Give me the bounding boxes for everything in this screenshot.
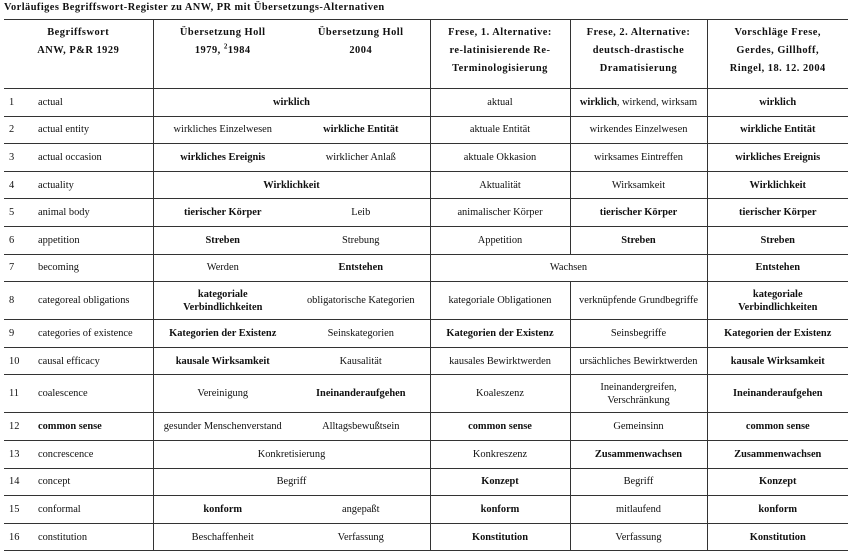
holl2004-cell: Alltagsbewußtsein <box>292 413 430 441</box>
term-cell: categoreal obligations <box>32 282 153 320</box>
table-row <box>4 375 848 413</box>
frese1-cell: common sense <box>430 413 570 441</box>
holl2004-cell: Kausalität <box>292 347 430 375</box>
holl1979-cell-line-2: Verbindlichkeiten <box>183 301 263 313</box>
frese2-cell: Gemeinsinn <box>570 413 707 441</box>
row-number: 1 <box>4 89 32 117</box>
holl1979-cell: konform <box>153 496 292 524</box>
frese2-cell <box>570 375 707 413</box>
vorschlag-cell: wirklich <box>707 89 848 117</box>
vorschlag-cell: Entstehen <box>707 254 848 282</box>
header-vorschlaege-line-1: Vorschläge Frese, <box>734 27 821 38</box>
row-number: 13 <box>4 440 32 468</box>
frese2-cell <box>570 89 707 117</box>
vorschlag-cell: Wirklichkeit <box>707 171 848 199</box>
holl2004-cell: Leib <box>292 199 430 227</box>
frese1-cell: kategoriale Obligationen <box>430 282 570 320</box>
row-number: 2 <box>4 116 32 144</box>
vorschlag-cell: wirkliche Entität <box>707 116 848 144</box>
holl2004-cell: obligatorische Kategorien <box>292 282 430 320</box>
header-holl-2004-line-2: 2004 <box>349 45 373 56</box>
holl1979-cell: Beschaffenheit <box>153 523 292 551</box>
header-term-line-2: ANW, P&R 1929 <box>37 45 120 56</box>
row-number: 3 <box>4 144 32 172</box>
header-term <box>4 20 153 89</box>
frese1-cell: aktual <box>430 89 570 117</box>
holl-merged-cell: Begriff <box>153 468 430 496</box>
table-row <box>4 320 848 348</box>
holl1979-cell: gesunder Menschenverstand <box>153 413 292 441</box>
vorschlag-cell <box>707 282 848 320</box>
holl1979-cell: wirkliches Ereignis <box>153 144 292 172</box>
term-cell: becoming <box>32 254 153 282</box>
row-number: 5 <box>4 199 32 227</box>
frese1-cell: aktuale Okkasion <box>430 144 570 172</box>
row-number: 4 <box>4 171 32 199</box>
vorschlag-cell: kausale Wirksamkeit <box>707 347 848 375</box>
table-row <box>4 116 848 144</box>
table-row <box>4 413 848 441</box>
row-number: 7 <box>4 254 32 282</box>
header-holl-2004-line-1: Übersetzung Holl <box>317 27 404 38</box>
vorschlag-cell-line-1: kategoriale <box>752 288 803 300</box>
holl2004-cell: Verfassung <box>292 523 430 551</box>
frese2-cell: Seinsbegriffe <box>570 320 707 348</box>
term-cell: actual occasion <box>32 144 153 172</box>
holl1979-cell <box>153 282 292 320</box>
vorschlag-cell-line-2: Verbindlichkeiten <box>738 301 818 313</box>
vorschlag-cell: Konstitution <box>707 523 848 551</box>
frese1-cell: Aktualität <box>430 171 570 199</box>
frese2-cell-line-1: Ineinandergreifen, <box>600 381 677 393</box>
table-row <box>4 523 848 551</box>
frese1-cell: Konzept <box>430 468 570 496</box>
table-row <box>4 171 848 199</box>
frese1-cell: Konstitution <box>430 523 570 551</box>
header-vorschlaege <box>707 20 848 89</box>
holl1979-cell: Kategorien der Existenz <box>153 320 292 348</box>
frese2-cell-line-2: Verschränkung <box>607 394 670 406</box>
term-cell: actual <box>32 89 153 117</box>
frese2-cell-rest: , wirkend, wirksam <box>616 96 698 108</box>
header-holl-2004 <box>292 20 430 89</box>
header-holl-1979 <box>153 20 292 89</box>
frese1-cell: aktuale Entität <box>430 116 570 144</box>
table-row <box>4 496 848 524</box>
term-cell: appetition <box>32 226 153 254</box>
row-number: 16 <box>4 523 32 551</box>
frese1-cell: Konkreszenz <box>430 440 570 468</box>
header-frese-1 <box>430 20 570 89</box>
holl2004-cell: Seinskategorien <box>292 320 430 348</box>
header-holl-1979-line-1: Übersetzung Holl <box>179 27 266 38</box>
holl2004-cell: angepaßt <box>292 496 430 524</box>
vorschlag-cell: Kategorien der Existenz <box>707 320 848 348</box>
frese2-cell: tierischer Körper <box>570 199 707 227</box>
row-number: 14 <box>4 468 32 496</box>
holl1979-cell: Vereinigung <box>153 375 292 413</box>
table-row <box>4 440 848 468</box>
table-row <box>4 347 848 375</box>
frese-merged-cell: Wachsen <box>430 254 707 282</box>
vorschlag-cell: konform <box>707 496 848 524</box>
row-number: 8 <box>4 282 32 320</box>
term-cell: concept <box>32 468 153 496</box>
table-row <box>4 199 848 227</box>
holl2004-cell: Entstehen <box>292 254 430 282</box>
table-row <box>4 89 848 117</box>
term-cell: constitution <box>32 523 153 551</box>
frese2-cell: Zusammenwachsen <box>570 440 707 468</box>
header-row <box>4 20 848 89</box>
frese2-cell-bold: wirklich <box>579 96 617 108</box>
frese2-cell: wirksames Eintreffen <box>570 144 707 172</box>
holl2004-cell: Strebung <box>292 226 430 254</box>
term-cell: categories of existence <box>32 320 153 348</box>
header-frese-2-line-3: Dramatisierung <box>599 63 678 74</box>
term-cell: common sense <box>32 413 153 441</box>
frese2-cell: Begriff <box>570 468 707 496</box>
header-vorschlaege-line-2: Gerdes, Gillhoff, <box>736 45 820 56</box>
row-number: 15 <box>4 496 32 524</box>
term-cell: concrescence <box>32 440 153 468</box>
vorschlag-cell: Ineinanderaufgehen <box>707 375 848 413</box>
frese1-cell: kausales Bewirktwerden <box>430 347 570 375</box>
holl2004-cell: wirklicher Anlaß <box>292 144 430 172</box>
header-frese-1-line-1: Frese, 1. Alternative: <box>448 27 552 38</box>
frese2-cell: verknüpfende Grundbegriffe <box>570 282 707 320</box>
table-row <box>4 254 848 282</box>
header-frese-2 <box>570 20 707 89</box>
vorschlag-cell: wirkliches Ereignis <box>707 144 848 172</box>
header-holl-1979-line-2 <box>156 42 291 60</box>
frese2-cell: ursächliches Bewirktwerden <box>570 347 707 375</box>
holl2004-cell: wirkliche Entität <box>292 116 430 144</box>
table-row <box>4 282 848 320</box>
holl1979-cell: tierischer Körper <box>153 199 292 227</box>
vorschlag-cell: Zusammenwachsen <box>707 440 848 468</box>
frese2-cell: Verfassung <box>570 523 707 551</box>
document-title: Vorläufiges Begriffswort-Register zu ANW, PR mit Übersetzungs-Alternativen <box>4 2 385 13</box>
row-number: 9 <box>4 320 32 348</box>
row-number: 11 <box>4 375 32 413</box>
header-holl-1979-year2: 1984 <box>227 45 251 56</box>
frese2-cell: mitlaufend <box>570 496 707 524</box>
term-cell: actuality <box>32 171 153 199</box>
table-row <box>4 468 848 496</box>
header-holl-1979-edition: 2 <box>223 42 228 51</box>
register-table <box>4 19 848 551</box>
holl-merged-cell: Wirklichkeit <box>153 171 430 199</box>
header-frese-1-line-3: Terminologisierung <box>452 63 548 74</box>
vorschlag-cell: tierischer Körper <box>707 199 848 227</box>
term-cell: conformal <box>32 496 153 524</box>
holl1979-cell: wirkliches Einzelwesen <box>153 116 292 144</box>
vorschlag-cell: Konzept <box>707 468 848 496</box>
frese1-cell: konform <box>430 496 570 524</box>
holl1979-cell-line-1: kategoriale <box>197 288 248 300</box>
term-cell: causal efficacy <box>32 347 153 375</box>
header-term-line-1: Begriffswort <box>47 27 110 38</box>
header-vorschlaege-line-3: Ringel, 18. 12. 2004 <box>729 63 826 74</box>
holl1979-cell: Streben <box>153 226 292 254</box>
frese2-cell: Wirksamkeit <box>570 171 707 199</box>
row-number: 6 <box>4 226 32 254</box>
header-frese-2-line-2: deutsch-drastische <box>592 45 685 56</box>
frese1-cell: Kategorien der Existenz <box>430 320 570 348</box>
table-row <box>4 144 848 172</box>
row-number: 12 <box>4 413 32 441</box>
frese1-cell: Koaleszenz <box>430 375 570 413</box>
vorschlag-cell: Streben <box>707 226 848 254</box>
vorschlag-cell: common sense <box>707 413 848 441</box>
header-frese-2-line-1: Frese, 2. Alternative: <box>586 27 691 38</box>
holl2004-cell: Ineinanderaufgehen <box>292 375 430 413</box>
table-row <box>4 226 848 254</box>
holl1979-cell: kausale Wirksamkeit <box>153 347 292 375</box>
term-cell: animal body <box>32 199 153 227</box>
term-cell: actual entity <box>32 116 153 144</box>
holl-merged-cell: Konkretisierung <box>153 440 430 468</box>
frese2-cell: wirkendes Einzelwesen <box>570 116 707 144</box>
header-holl-1979-year: 1979, <box>194 45 224 56</box>
row-number: 10 <box>4 347 32 375</box>
frese2-cell: Streben <box>570 226 707 254</box>
frese1-cell: animalischer Körper <box>430 199 570 227</box>
frese1-cell: Appetition <box>430 226 570 254</box>
holl1979-cell: Werden <box>153 254 292 282</box>
term-cell: coalescence <box>32 375 153 413</box>
holl-merged-cell: wirklich <box>153 89 430 117</box>
header-frese-1-line-2: re-latinisierende Re- <box>449 45 551 56</box>
